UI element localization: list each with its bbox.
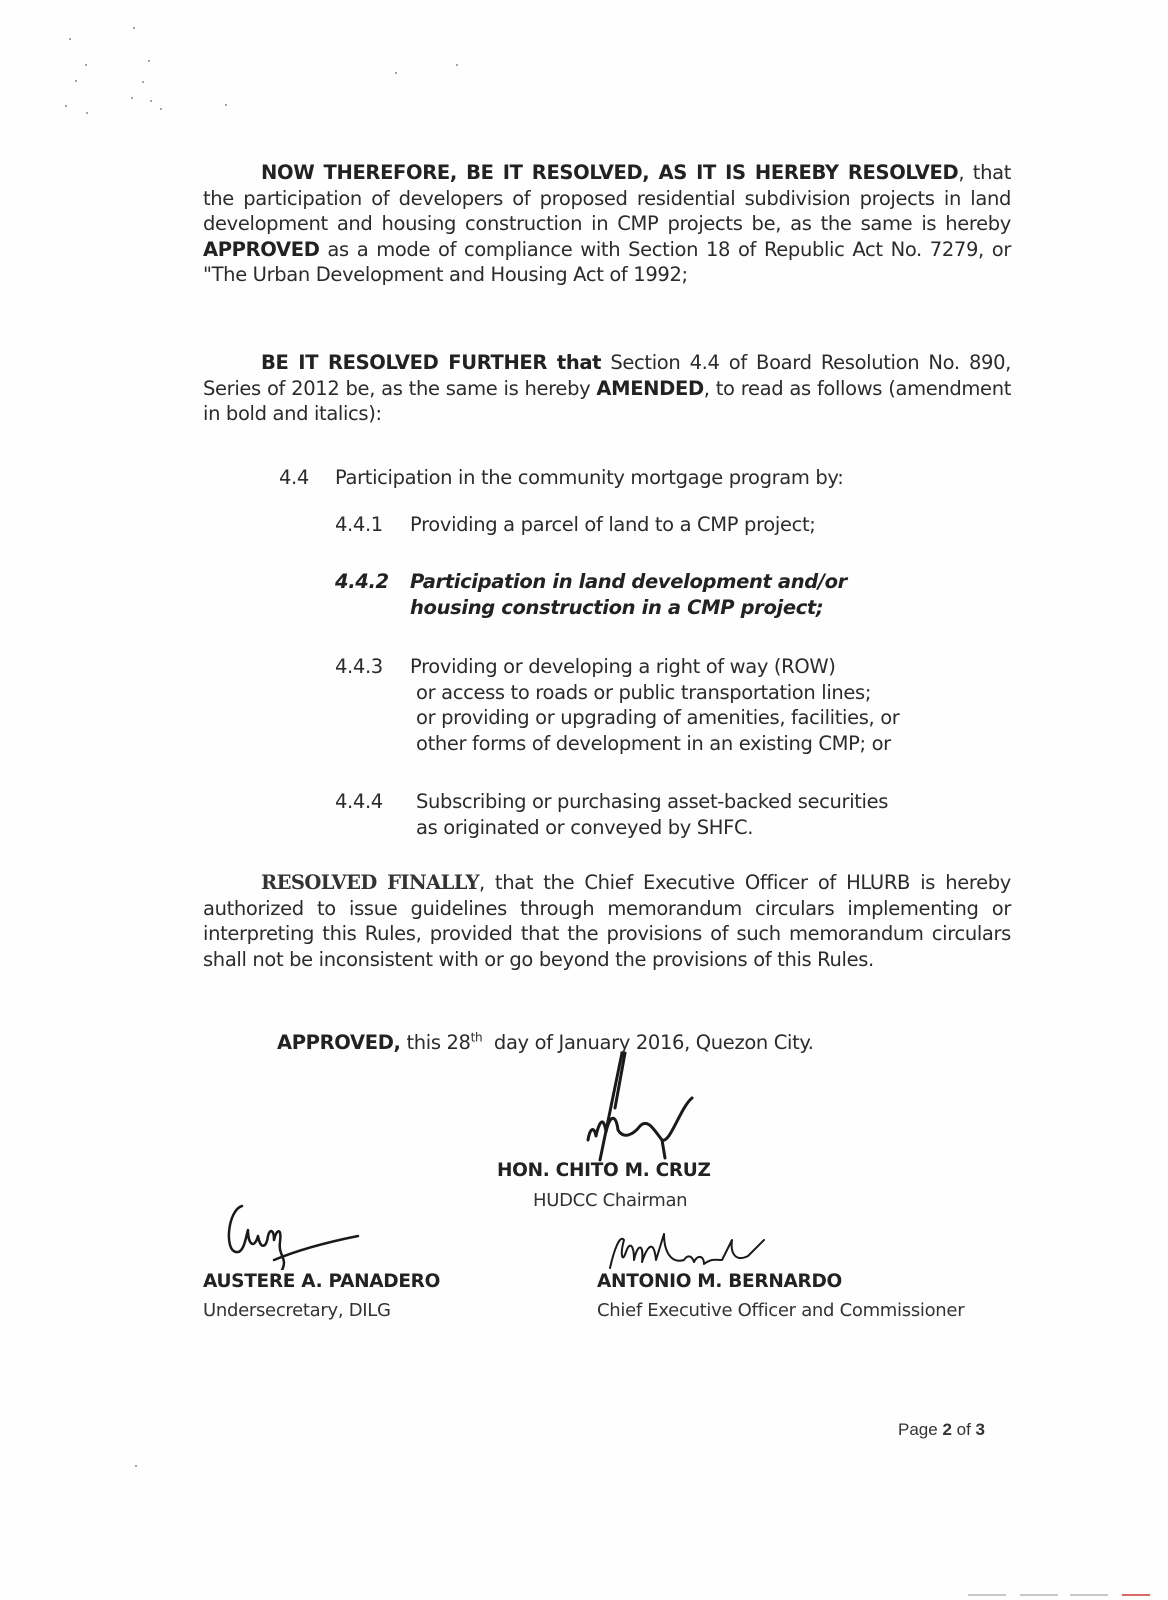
- paragraph-text: Section 4.4 of Board Resolution No. 890, Series of 2012 be, as the same is hereby: [203, 351, 1011, 400]
- scan-edge-mark: [1070, 1594, 1108, 1596]
- item-4-4-3: [335, 654, 899, 756]
- page-label: Page: [898, 1420, 943, 1439]
- item-4-4-4: [335, 789, 888, 840]
- item-number: 4.4.1: [335, 513, 383, 536]
- section-4-4: [279, 465, 843, 491]
- approval-line: [277, 1030, 814, 1056]
- resolved-further-heading: BE IT RESOLVED FURTHER that: [261, 351, 602, 374]
- page-number: [898, 1420, 985, 1440]
- item-text: or access to roads or public transportation lines;: [416, 680, 872, 704]
- item-4-4-1: [335, 512, 816, 538]
- approval-text: this 28: [400, 1031, 471, 1054]
- resolution-paragraph-amended: [203, 350, 1011, 427]
- resolution-paragraph-finally: [203, 870, 1011, 972]
- signature-panadero: [218, 1200, 368, 1270]
- resolved-heading: NOW THEREFORE, BE IT RESOLVED, AS IT IS HEREBY RESOLVED: [261, 161, 959, 184]
- signatory-title: HUDCC Chairman: [533, 1190, 688, 1211]
- resolved-finally-heading: RESOLVED FINALLY: [261, 871, 479, 894]
- scan-edge-mark: [1020, 1594, 1058, 1596]
- signature-chito-cruz: [570, 1048, 720, 1168]
- paragraph-text: , to read as follows (amendment in bold and italics):: [203, 376, 1011, 425]
- section-number: 4.4: [279, 466, 309, 489]
- signatory-name: HON. CHITO M. CRUZ: [497, 1160, 711, 1181]
- page-total: 3: [975, 1420, 985, 1439]
- item-text: other forms of development in an existing CMP; or: [416, 731, 891, 755]
- paragraph-text: , that the Chief Executive Officer of HLURB is hereby authorized to issue guidelines through memorandum circulars implementing or interpreting this Rules, provided that the provisions of such memorandum circulars shall not be inconsistent with or go beyond the provisions of this Rules.: [203, 871, 1011, 971]
- item-text: or providing or upgrading of amenities, facilities, or: [416, 706, 900, 729]
- signatory-name: ANTONIO M. BERNARDO: [597, 1271, 842, 1292]
- paragraph-text: as a mode of compliance with Section 18 of Republic Act No. 7279, or "The Urban Development and Housing Act of 1992;: [203, 237, 1011, 286]
- approval-text: day of January 2016, Quezon City.: [482, 1031, 814, 1054]
- item-number: 4.4.4: [335, 790, 383, 813]
- scan-edge-mark: [968, 1594, 1006, 1596]
- item-text: Participation in land development and/or: [410, 570, 847, 593]
- date-superscript: th: [470, 1030, 483, 1045]
- page-current: 2: [942, 1420, 952, 1439]
- item-number: 4.4.2: [335, 570, 389, 593]
- page-of-label: of: [951, 1420, 976, 1439]
- item-text: Providing or developing a right of way (ROW): [410, 655, 836, 678]
- resolution-paragraph-approved: [203, 160, 1011, 288]
- item-text: as originated or conveyed by SHFC.: [416, 815, 754, 839]
- signatory-name: AUSTERE A. PANADERO: [203, 1271, 441, 1292]
- item-text: Providing a parcel of land to a CMP project;: [410, 513, 816, 536]
- section-text: Participation in the community mortgage program by:: [335, 466, 844, 489]
- approved-label: APPROVED,: [277, 1031, 401, 1054]
- approved-keyword: APPROVED: [203, 237, 320, 261]
- signatory-title: Chief Executive Officer and Commissioner: [597, 1300, 965, 1321]
- item-text: Subscribing or purchasing asset-backed securities: [416, 790, 889, 813]
- signatory-title: Undersecretary, DILG: [203, 1300, 391, 1321]
- amended-keyword: AMENDED: [596, 376, 704, 400]
- paragraph-text: , that the participation of developers of proposed residential subdivision projects in land development and housing construction in CMP projects be, as the same is hereby: [203, 161, 1011, 235]
- scan-edge-mark: [1122, 1594, 1150, 1596]
- item-text: housing construction in a CMP project;: [410, 595, 824, 619]
- item-4-4-2-amended: [335, 569, 847, 620]
- item-number: 4.4.3: [335, 655, 383, 678]
